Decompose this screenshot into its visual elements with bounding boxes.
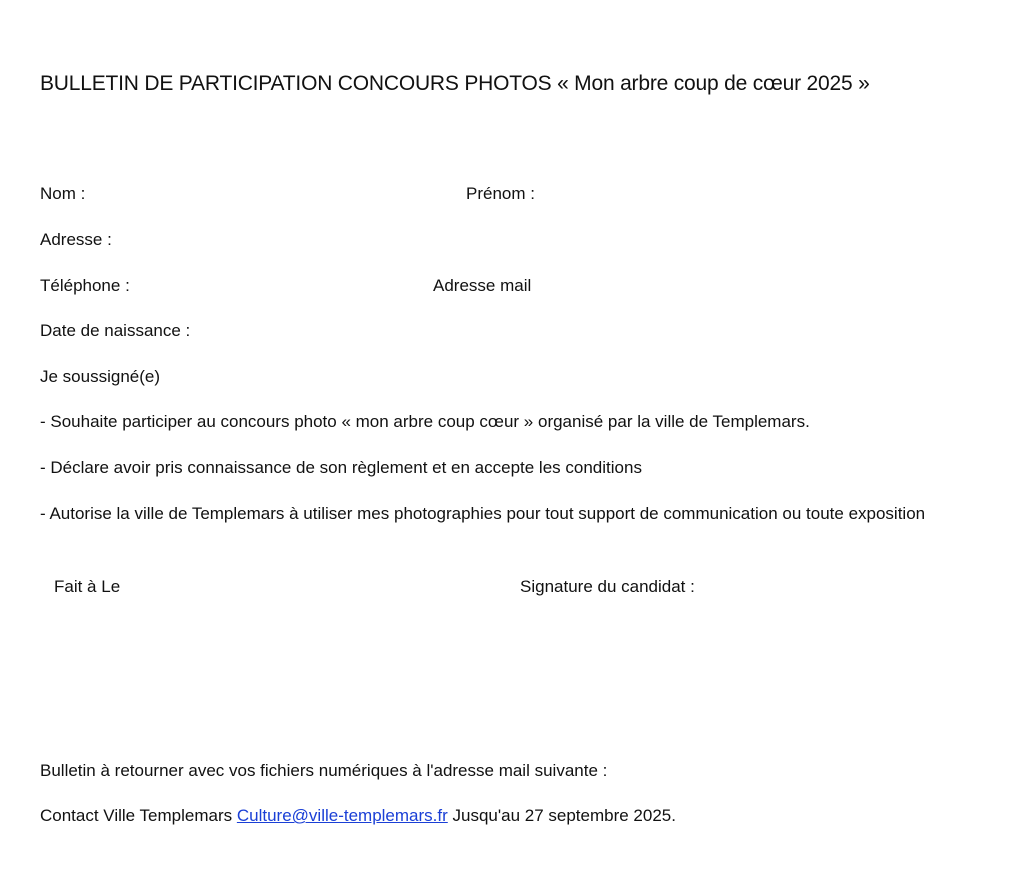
adresse-mail-label: Adresse mail <box>433 276 532 295</box>
declaration-item-rules: - Déclare avoir pris connaissance de son règlement et en accepte les conditions <box>40 458 642 477</box>
declaration-item-participate: - Souhaite participer au concours photo « mon arbre coup cœur » organisé par la ville de Templemars. <box>40 412 810 431</box>
date-naissance-label: Date de naissance : <box>40 321 191 340</box>
telephone-label: Téléphone : <box>40 276 130 295</box>
adresse-label: Adresse : <box>40 230 112 249</box>
footer-contact <box>40 805 676 827</box>
document-title: BULLETIN DE PARTICIPATION CONCOURS PHOTOS « Mon arbre coup de cœur 2025 » <box>40 72 870 95</box>
nom-label: Nom : <box>40 184 86 203</box>
prenom-label: Prénom : <box>466 184 535 203</box>
declaration-intro: Je soussigné(e) <box>40 367 161 386</box>
contact-prefix: Contact Ville Templemars <box>40 806 233 825</box>
signature-label: Signature du candidat : <box>520 577 695 596</box>
declaration-item-authorize: - Autorise la ville de Templemars à utiliser mes photographies pour tout support de communication ou toute exposition <box>40 504 926 523</box>
deadline-text: Jusqu'au 27 septembre 2025. <box>452 806 676 825</box>
fait-a-label: Fait à Le <box>54 577 121 596</box>
contact-email-link[interactable]: Culture@ville-templemars.fr <box>236 806 448 825</box>
footer-instruction: Bulletin à retourner avec vos fichiers numériques à l'adresse mail suivante : <box>40 761 608 780</box>
